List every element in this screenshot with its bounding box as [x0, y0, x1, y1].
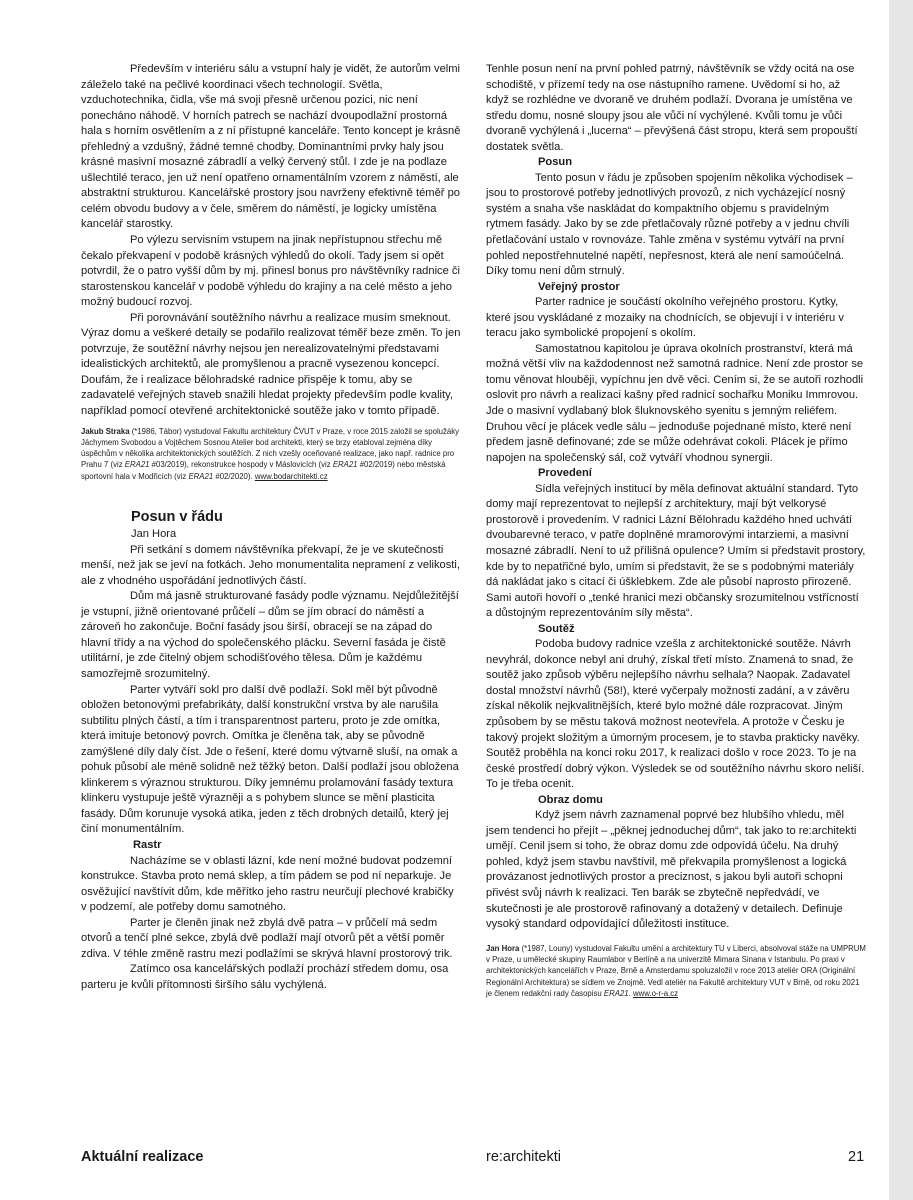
paragraph: Parter radnice je součástí okolního veřejného prostoru. Kytky, které jsou vyskládané z mozaiky na chodnících, se objevují i v interiéru v teracu jako symbolické propojení s okolím.: [486, 296, 844, 340]
bio-name: Jakub Straka: [81, 426, 130, 436]
paragraph: Podoba budovy radnice vzešla z architektonické soutěže. Návrh nevyhrál, dokonce nebyl ani druhý, získal třetí místo. Znamená to snad, že soutěž jako způsob výběru nejlepšího návrhu selhala? Naopak. Zadavatel dostal množství návrhů (58!), které vyčerpaly možnosti zadání, a v závěru získal několik nejkvalitnějších, které bylo možné dále rozpracovat. Jiným způsobem by se městu taková možnost neotevřela. A protože v Česku je takový projekt složitým a úmorným procesem, je to stavba prakticky navěky. Soutěž proběhla na konci roku 2017, k realizaci došlo v roce 2023. To je na české prostředí dobrý výkon. Výsledek se od soutěžního návrhu skoro neliší. To je třeba ocenit.: [486, 638, 865, 791]
right-column: [486, 62, 866, 999]
paragraph: Sídla veřejných institucí by měla definovat aktuální standard. Tyto domy mají reprezentovat to nejlepší z architektury, mají být velkorysé prostorově i provedením. V radnici Lázní Bělohradu každého hned uchvátí dvoubarevné teraco, v patře doplněné mramorovými intarziemi, a masivní mosazné zábradlí. Není to už přílišná opulence? Umím si představit prostory, kde by to nepatřičné bylo, umím si představit, že se s podobnými materiály dá nakládat jako s citací či úšklebkem. Zde ale působí naprosto přirozeně. Sami autoři hovoří o „tenké hranici mezi občansky srozumitelnou vstřícností a důstojným reprezentováním síly města“.: [486, 482, 866, 620]
paragraph: Při setkání s domem návštěvníka překvapí, že je ve skutečnosti menší, než jak se jeví na fotkách. Jeho monumentalita nepramení z velikosti, ale z vhodného uspořádání jednotlivých částí.: [81, 543, 460, 587]
website-link[interactable]: www.bodarchitekti.cz: [254, 471, 328, 481]
paragraph: Parter je členěn jinak než zbylá dvě patra – v průčelí má sedm otvorů a tenčí plné sekce, zbylá dvě podlaží mají otvorů pět a větší poměr zdiva. V téhle změně rastru mezi podlažími se skrývá hlavní prostorový trik.: [81, 916, 453, 960]
author-bio-jakub-straka: Jakub Straka (*1986, Tábor) vystudoval Fakultu architektury ČVUT v Praze, v roce 2015 založil se spolužáky Jáchymem Svobodou a Vojtěchem Sosnou Atelier bod architekti, který se brzy etabloval zejména díky úspěchům v několika architektonických soutěžích. Z nich vzešly oceňované realizace, jako např. radnice pro Prahu 7 (viz ERA21 #03/2019), rekonstrukce hospody v Máslovicích (viz ERA21 #02/2019) nebo městská sportovní hala v Modřicích (viz ERA21 #02/2020). www.bodarchitekti.cz: [81, 426, 460, 481]
article-author: Jan Hora: [131, 528, 177, 541]
article-title: Posun v řádu: [131, 509, 223, 526]
page-number: 21: [848, 1149, 865, 1165]
section-heading-obraz-domu: Obraz domu: [538, 793, 603, 806]
footer-magazine-name: re:architekti: [486, 1149, 561, 1165]
section-heading-verejny-prostor: Veřejný prostor: [538, 280, 620, 293]
section-heading-provedeni: Provedení: [538, 467, 592, 480]
paragraph: Nacházíme se v oblasti lázní, kde není možné budovat podzemní konstrukce. Stavba proto nemá sklep, a tím pádem se pod ní neparkuje. Je osvěžující navštívit dům, kde měřítko jeho rastru neurčují plechové krabičky v podzemí, ale potřeby domu samotného.: [81, 854, 454, 914]
paragraph: Tento posun v řádu je způsoben spojením několika východisek – jsou to prostorové potřeby jednotlivých provozů, z nich vycházející nosný systém a snaha vše naskládat do kompaktního objemu s pravidelným rytmem fasády. Jako by se zde přetlačovaly různé potřeby a v jednu chvíli přetlačování ustalo v rovnováze. Tahle změna v systému vytváří na první pohled nepostřehnutelné napětí, nepřesnost, která ale není samoúčelná. Díky tomu není dům strnulý.: [486, 171, 853, 278]
paragraph: Po výlezu servisním vstupem na jinak nepřístupnou střechu mě čekalo překvapení v podobě krásných výhledů do okolí. Tady jsem si opět potvrdil, že o patro vyšší dům by mj. přinesl bonus pro návštěvníky radnice či starostenskou kancelář v podobě výhledu do krajiny a na celé město a jeho možný budoucí rozvoj.: [81, 234, 460, 309]
author-bio-jan-hora: Jan Hora (*1987, Louny) vystudoval Fakultu umění a architektury TU v Liberci, absolvoval stáže na UMPRUM v Praze, u umělecké skupiny Raumlabor v Berlíně a na univerzitě Mimara Sinana v Istanbulu. Po praxi v architektonických kancelářích v Praze, Brně a Amsterdamu spoluzaložil v roce 2013 ateliér ORA (Originální Regionální Architektura) se sídlem ve Znojmě. Vedl ateliér na Fakultě architektury VUT v Brně, od roku 2021 je členem redakční rady časopisu ERA21. www.o-r-a.cz: [486, 943, 866, 998]
paragraph: Samostatnou kapitolou je úprava okolních prostranství, která má možná větší vliv na každodennost než samotná radnice. Není zde prostor se tomu věnovat hlouběji, vypíchnu jen dvě věci. Cením si, že se autoři rozhodli oslovit pro návrh a realizaci kašny před radnicí sochařku Moniku Immrovou. Jde o masivní vydlabaný blok šluknovského syenitu s jemným reliéfem. Druhou věcí je plácek vedle sálu – jednoduše pojednané místo, které není předem jasně definované; zde se může odehrávat cokoli. Plácek je přímo napojen na společenský sál, což vytváří vhodnou synergii.: [486, 342, 864, 464]
paragraph: Zatímco osa kancelářských podlaží prochází středem domu, osa parteru je kvůli přítomnosti širšího sálu vychýlená.: [81, 963, 449, 991]
paragraph: Především v interiéru sálu a vstupní haly je vidět, že autorům velmi záleželo také na pečlivé koordinaci všech technologií. Světla, vzduchotechnika, čidla, vše má svoji přesně určenou pozici, nic není ponecháno náhodě. V horních patrech se nachází dvoupodlažní prostorná hala s horním osvětlením a z ní přístupné kanceláře. Tento koncept je krásně přehledný a vzdušný, žádné temné chodby. Dominantními prvky haly jsou krásné masivní mosazné zábradlí a velký červený stůl. I zde je na podlaze ušlechtilé teraco, jen už není opatřeno ornamentálním vzorem z náměstí, ale abstraktní strukturou. Kancelářské prostory jsou navrženy efektivně téměř po celém obvodu budovy a v čele, směrem do náměstí, je logicky umístěna kancelář starostky.: [81, 63, 461, 231]
footer-section-name: Aktuální realizace: [81, 1149, 204, 1165]
left-column: [81, 62, 461, 993]
section-heading-rastr: Rastr: [133, 839, 162, 851]
bio-name: Jan Hora: [486, 943, 520, 953]
paragraph: Dům má jasně strukturované fasády podle významu. Nejdůležitější je vstupní, jižně orientované průčelí – dům se jím obrací do náměstí a zároveň ho zakončuje. Boční fasády jsou širší, obracejí se na západ do hlavní třídy a na východ do společenského plácku. Severní fasáda je čistě utilitární, je zde čitelný objem schodišťového tělesa. Dům je každému samozřejmě srozumitelný.: [81, 590, 459, 680]
website-link[interactable]: www.o-r-a.cz: [632, 988, 679, 998]
paragraph: Při porovnávání soutěžního návrhu a realizace musím smeknout. Výraz domu a veškeré detaily se podařilo realizovat téměř beze změn. To jen potvrzuje, že soutěžní návrhy nejsou jen nerealizovatelnými představami idealistických architektů, ale promyšlenou a pracně vysezenou koncepcí. Doufám, že i realizace bělohradské radnice přispěje k tomu, aby se zadavatelé veřejných staveb snažili hledat projekty především podle kvality, například pomocí otevřené architektonické soutěže jako v tomto případě.: [81, 311, 461, 418]
paragraph: Parter vytváří sokl pro další dvě podlaží. Sokl měl být původně obložen betonovými prefabrikáty, další konstrukční vrstva by ale narušila subtilitu plných částí, a tím i transparentnost parteru, proto je zde omítka, která imituje betonový povrch. Omítka je členěna tak, aby se původně zamýšlené díly daly číst. Jde o řešení, které domu výtvarně sluší, na omak a pohuk působí ale méně solidně než těžký beton. Další podlaží jsou obložena klinkerem s výraznou strukturou. Díky jemnému prolamování fasády textura klinkeru vystupuje ještě výrazněji a s pohybem slunce se mění plasticita fasády. Dům korunuje vysoká atika, jeden z těch drobných detailů, který jej činí monumentálním.: [81, 683, 459, 836]
section-heading-soutez: Soutěž: [538, 622, 575, 635]
paragraph: Když jsem návrh zaznamenal poprvé bez hlubšího vhledu, měl jsem tendenci ho přejít – „pěknej jednoduchej dům“, tak jako to re:architekti umějí. Cenil jsem si toho, že obraz domu zde odpovídá účelu. Na druhý pohled, když jsem stavbu navštívil, mě překvapila promyšlenost a logická provázanost jednotlivých prostor a preciznost, s jakou byli autoři schopni přivést svůj návrh k realizaci. Ten barák se zbytečně nepředvádí, ve skutečnosti je ale prostorově rafinovaný a dotažený v detailech. Definuje vysoký standard odpovídající důležitosti instituce.: [486, 809, 857, 931]
section-heading-posun: Posun: [538, 156, 573, 169]
paragraph: Tenhle posun není na první pohled patrný, návštěvník se vždy ocitá na ose schodiště, v přízemí tedy na ose nástupního ramene. Uvědomí si ho, až když se rozhlédne ve dvoraně ve druhém podlaží. Dvorana je umístěna ve středu domu, nosné sloupy jsou ale vůči ní vychýlené. Kvůli tomu je vůči dvoraně vychýlená i „lucerna“ – převýšená část stropu, která sem propouští dostatek světla.: [486, 63, 858, 153]
